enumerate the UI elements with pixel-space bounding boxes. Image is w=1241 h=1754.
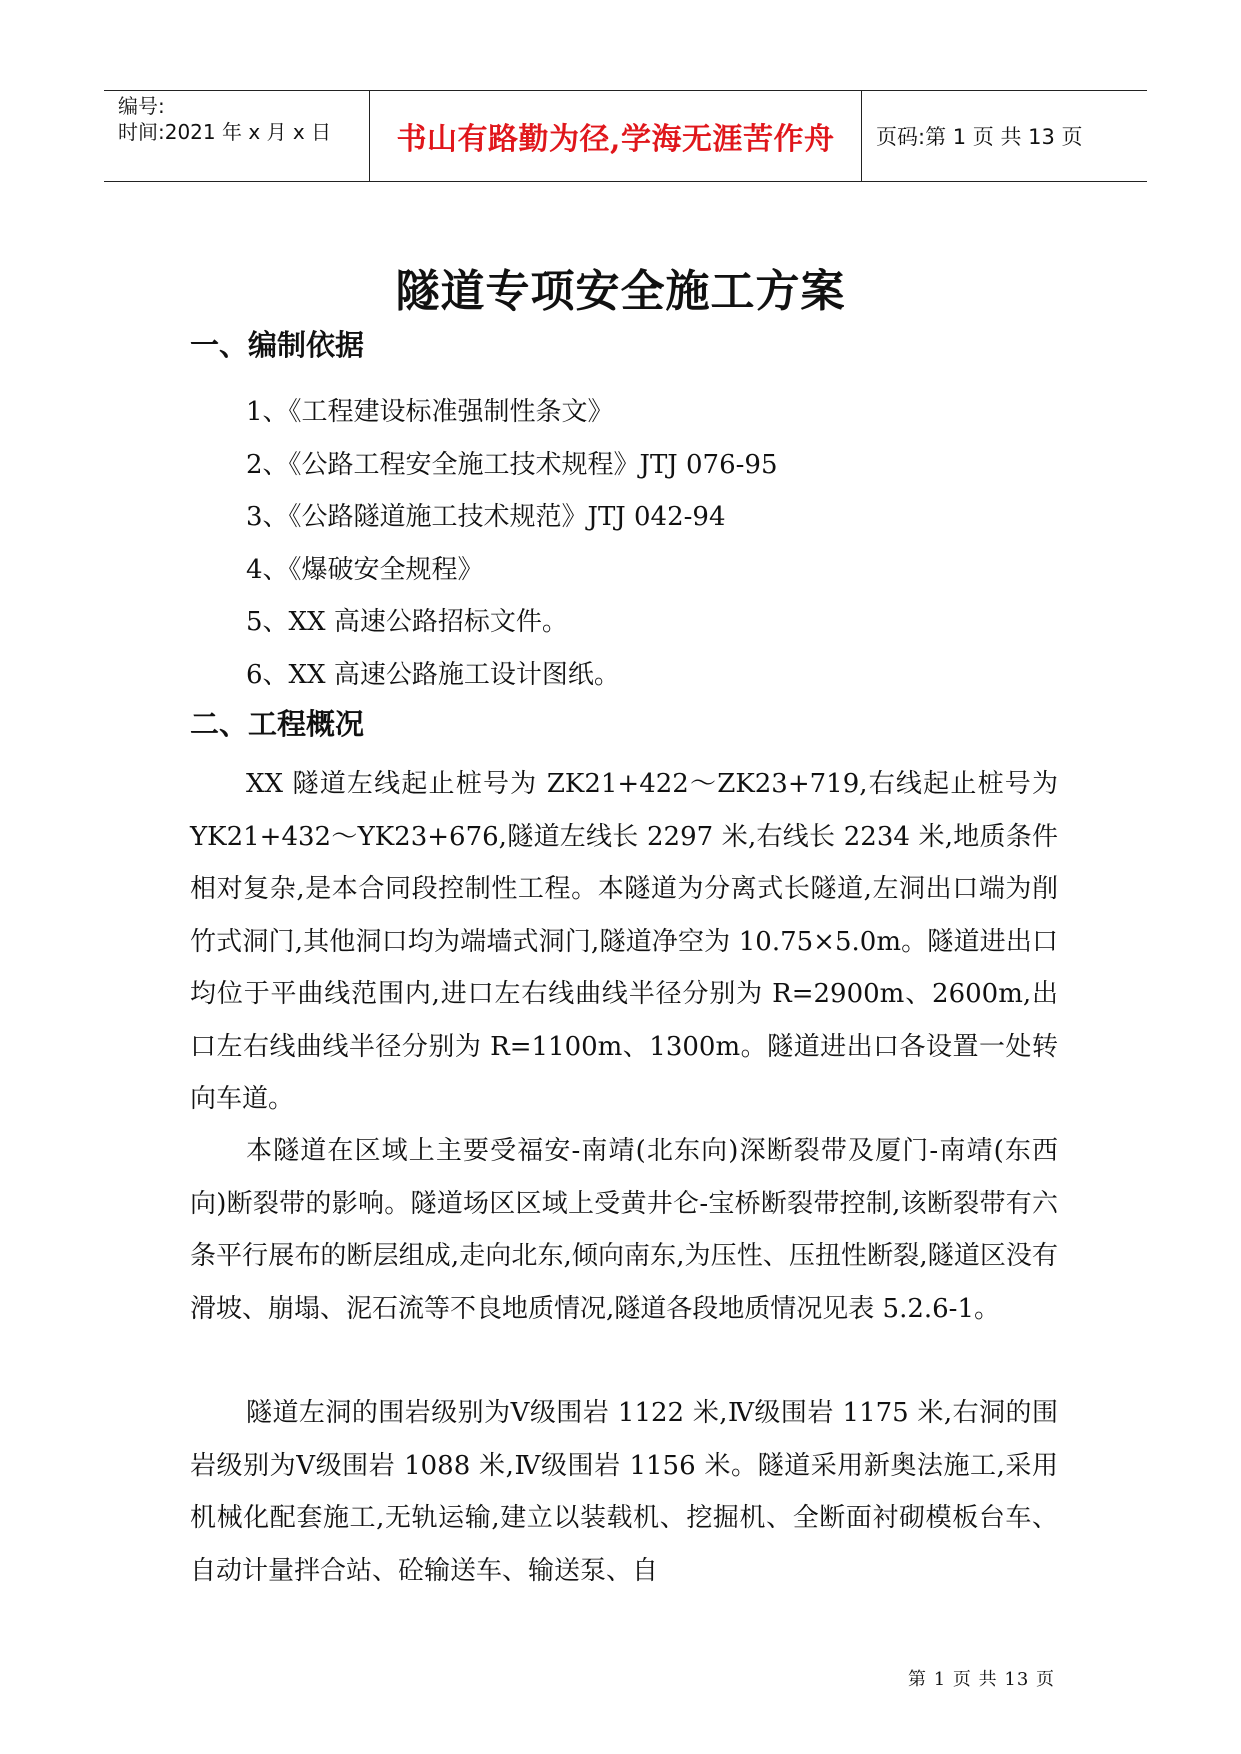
list-item: 4、《爆破安全规程》 (246, 554, 484, 585)
list-item: 5、XX 高速公路招标文件。 (246, 607, 568, 637)
basis-list (246, 386, 778, 701)
number-label: 编号: (118, 94, 165, 118)
paragraph: 隧道左洞的围岩级别为Ⅴ级围岩 1122 米,Ⅳ级围岩 1175 米,右洞的围岩级别为Ⅴ级围岩 1088 米,Ⅳ级围岩 1156 米。隧道采用新奥法施工,采用机械化配套施工,无轨运输,建立以装载机、挖掘机、全断面衬砌模板台车、自动计量拌合站、砼输送车、输送泵、自 (190, 1398, 1058, 1586)
page-footer: 第 1 页 共 13 页 (908, 1669, 1055, 1690)
document-title: 隧道专项安全施工方案 (395, 266, 846, 317)
list-item: 6、XX 高速公路施工设计图纸。 (246, 659, 620, 690)
paragraph: XX 隧道左线起止桩号为 ZK21+422～ZK23+719,右线起止桩号为 YK21+432～YK23+676,隧道左线长 2297 米,右线长 2234 米,地质条件相对复杂,是本合同段控制性工程。本隧道为分离式长隧道,左洞出口端为削竹式洞门,其他洞口均为端墙式洞门,隧道净空为 10.75×5.0m。隧道进出口均位于平曲线范围内,进口左右线曲线半径分别为 R=2900m、2600m,出口左右线曲线半径分别为 R=1100m、1300m。隧道进出口各设置一处转向车道。 (190, 769, 1058, 1114)
header-meta-cell (104, 91, 370, 181)
header-page-info: 页码:第 1 页 共 13 页 (876, 125, 1083, 149)
list-item: 1、《工程建设标准强制性条文》 (246, 397, 614, 427)
section-heading-basis: 一、编制依据 (190, 328, 365, 362)
list-item: 2、《公路工程安全施工技术规程》JTJ 076-95 (246, 449, 778, 480)
header-motto: 书山有路勤为径,学海无涯苦作舟 (370, 91, 862, 181)
time-label: 时间:2021 年 x 月 x 日 (118, 120, 332, 144)
document-header (104, 90, 1147, 182)
list-item: 3、《公路隧道施工技术规范》JTJ 042-94 (246, 502, 726, 532)
section-heading-overview: 二、工程概况 (190, 707, 365, 741)
paragraph: 本隧道在区域上主要受福安-南靖(北东向)深断裂带及厦门-南靖(东西向)断裂带的影响。隧道场区区域上受黄井仑-宝桥断裂带控制,该断裂带有六条平行展布的断层组成,走向北东,倾向南东,为压性、压扭性断裂,隧道区没有滑坡、崩塌、泥石流等不良地质情况,隧道各段地质情况见表 5.2.6-1。 (190, 1136, 1058, 1324)
